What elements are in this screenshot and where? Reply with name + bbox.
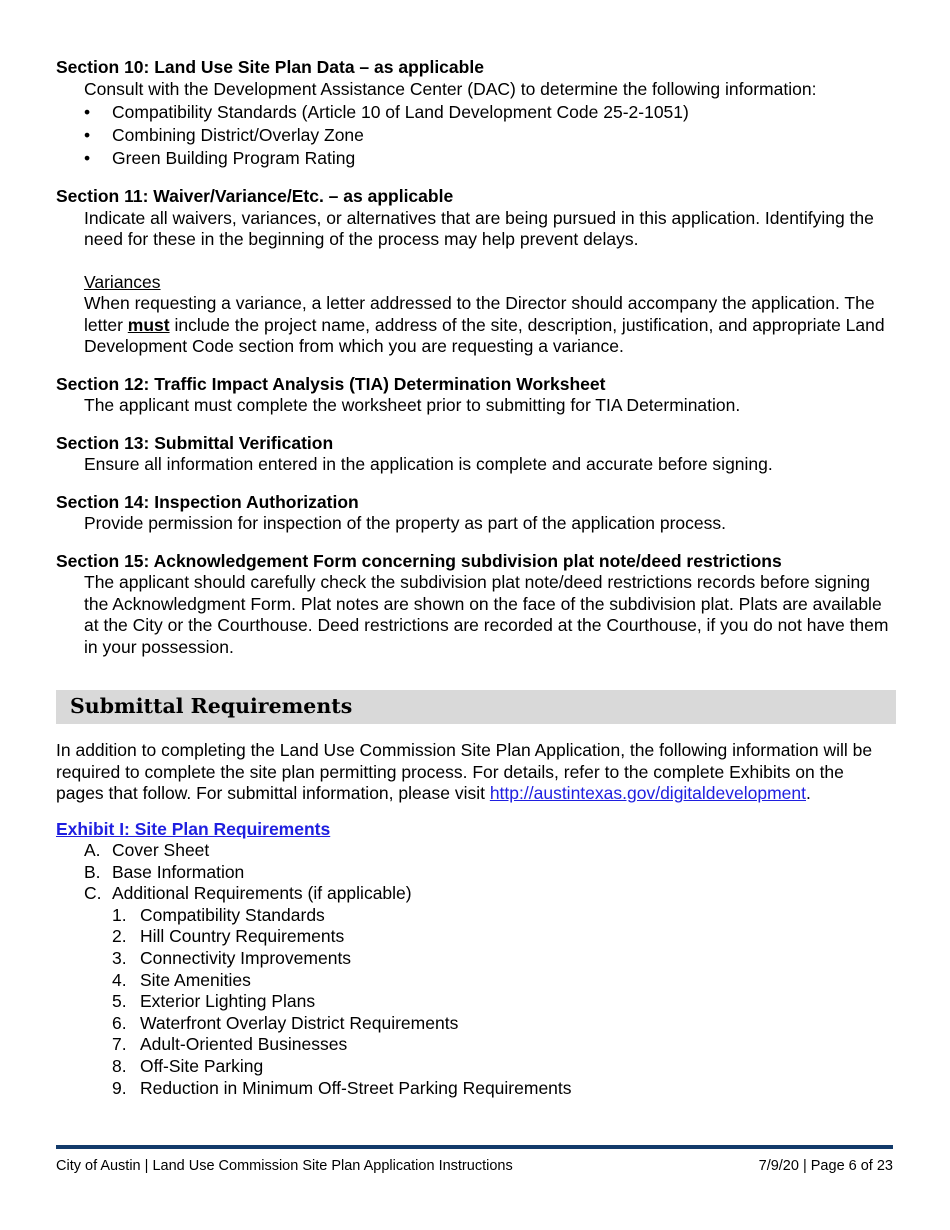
page-footer [56, 1156, 893, 1178]
list-item: • Combining District/Overlay Zone [84, 125, 364, 145]
footer-divider [56, 1145, 893, 1149]
list-item: 8. Off-Site Parking [112, 1055, 264, 1076]
list-item: 9. Reduction in Minimum Off-Street Parking Requirements [112, 1077, 572, 1098]
numbered-list [56, 905, 896, 1099]
list-item: 5. Exterior Lighting Plans [112, 991, 316, 1012]
section-text: Indicate all waivers, variances, or alternatives that are being pursued in this application. Identifying the need for these in the beginning of the process may help prevent delays. [84, 207, 874, 249]
section-10 [56, 57, 896, 170]
variances-text: When requesting a variance, a letter addressed to the Director should accompany the application. The letter must include the project name, address of the site, description, justification, and appropriate Land Development Code section from which you are requesting a variance. [84, 293, 885, 356]
section-title: Section 10: Land Use Site Plan Data – as applicable [56, 57, 484, 77]
section-text: Consult with the Development Assistance Center (DAC) to determine the following information: [84, 78, 817, 99]
section-15 [56, 551, 896, 659]
bullet-icon: • [84, 125, 91, 145]
bullet-icon: • [84, 102, 91, 122]
list-item: 4. Site Amenities [112, 969, 251, 990]
bullet-icon: • [84, 148, 91, 168]
exhibit-title [56, 819, 896, 841]
section-14 [56, 492, 896, 535]
section-13 [56, 433, 896, 476]
list-item: • Green Building Program Rating [84, 148, 356, 168]
list-item: 6. Waterfront Overlay District Requirements [112, 1012, 459, 1033]
document-page [56, 57, 896, 1099]
footer-left-text: City of Austin | Land Use Commission Site Plan Application Instructions [56, 1158, 513, 1174]
list-item: 1. Compatibility Standards [112, 904, 325, 925]
variances-heading: Variances [84, 271, 161, 292]
list-item: C. Additional Requirements (if applicable) [84, 883, 412, 904]
list-item: A. Cover Sheet [84, 840, 210, 860]
bullet-list [56, 101, 896, 170]
section-text: The applicant should carefully check the subdivision plat note/deed restrictions records before signing the Acknowledgment Form. Plat notes are shown on the face of the subdivision plat. Plats are available at the City or the Courthouse. Deed restrictions are recorded at the Courthouse, if you do not have them in your possession. [84, 572, 889, 657]
footer-page-number: 7/9/20 | Page 6 of 23 [758, 1158, 893, 1174]
submittal-requirements-heading: Submittal Requirements [56, 690, 896, 724]
section-12 [56, 374, 896, 417]
section-text: Provide permission for inspection of the property as part of the application process. [84, 513, 727, 533]
section-text: Ensure all information entered in the application is complete and accurate before signing. [84, 454, 773, 474]
section-11 [56, 186, 896, 358]
section-title: Section 15: Acknowledgement Form concerning subdivision plat note/deed restrictions [56, 550, 782, 571]
section-text: The applicant must complete the worksheet prior to submitting for TIA Determination. [84, 395, 741, 415]
section-title: Section 12: Traffic Impact Analysis (TIA) Determination Worksheet [56, 373, 606, 394]
section-title: Section 11: Waiver/Variance/Etc. – as applicable [56, 186, 454, 206]
section-title: Section 14: Inspection Authorization [56, 491, 359, 512]
lettered-list [56, 840, 896, 905]
list-item: B. Base Information [84, 861, 245, 882]
requirements-intro: In addition to completing the Land Use Commission Site Plan Application, the following information will be required to complete the site plan permitting process. For details, refer to the complete Exhibits on the pages that follow. For submittal information, please visit http://austintexas.gov/digitaldevelopment. [56, 740, 873, 803]
exhibit-i-link[interactable]: Exhibit I: Site Plan Requirements [56, 818, 331, 839]
digital-development-link[interactable]: http://austintexas.gov/digitaldevelopment [489, 783, 806, 803]
list-item: 7. Adult-Oriented Businesses [112, 1034, 348, 1055]
must-emphasis: must [127, 314, 170, 335]
list-item: 2. Hill Country Requirements [112, 926, 345, 947]
list-item: • Compatibility Standards (Article 10 of Land Development Code 25-2-1051) [84, 102, 689, 122]
section-title: Section 13: Submittal Verification [56, 432, 334, 453]
list-item: 3. Connectivity Improvements [112, 947, 352, 968]
